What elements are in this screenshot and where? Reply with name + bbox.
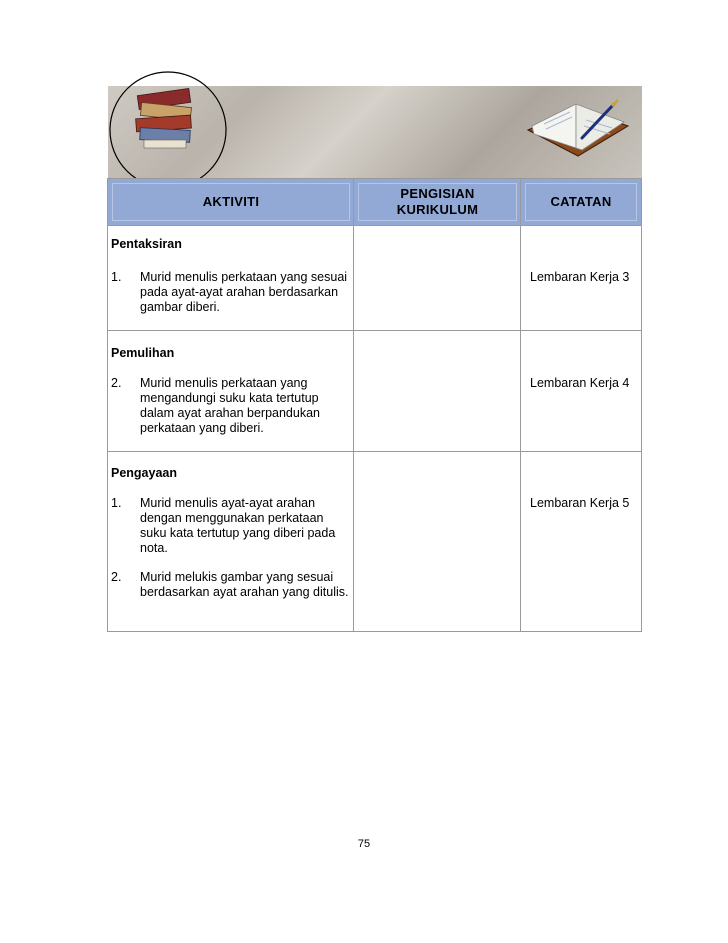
item-number: 2. <box>111 376 122 390</box>
note-text: Lembaran Kerja 4 <box>530 376 630 390</box>
table-header-row <box>108 179 641 225</box>
note-text: Lembaran Kerja 3 <box>530 270 630 284</box>
item-text: Murid melukis gambar yang sesuai berdasarkan ayat arahan yang ditulis. <box>140 570 349 599</box>
column-divider <box>520 179 521 631</box>
row-divider <box>108 451 641 452</box>
row-divider <box>108 225 641 226</box>
activity-table <box>107 178 642 632</box>
item-number: 1. <box>111 270 122 284</box>
header-aktiviti <box>108 179 354 225</box>
header-banner <box>108 86 642 178</box>
item-text: Murid menulis ayat-ayat arahan dengan menggunakan perkataan suku kata tertutup yang diberi pada nota. <box>140 496 336 555</box>
item-text: Murid menulis perkataan yang mengandungi suku kata tertutup dalam ayat arahan berpandukan perkataan yang diberi. <box>140 376 320 435</box>
header-catatan <box>521 179 641 225</box>
header-pengisian-line1: PENGISIAN <box>400 186 475 201</box>
item-number: 1. <box>111 496 122 510</box>
column-divider <box>353 179 354 631</box>
section-title: Pengayaan <box>111 466 178 480</box>
section-title: Pentaksiran <box>111 237 182 251</box>
row-divider <box>108 330 641 331</box>
section-title: Pemulihan <box>111 346 175 360</box>
note-text: Lembaran Kerja 5 <box>530 496 630 510</box>
item-text: Murid menulis perkataan yang sesuai pada ayat-ayat arahan berdasarkan gambar diberi. <box>140 270 348 314</box>
header-pengisian-kurikulum <box>354 179 521 225</box>
header-pengisian-line2: KURIKULUM <box>396 202 479 217</box>
header-aktiviti-text: AKTIVITI <box>202 194 260 209</box>
header-catatan-text: CATATAN <box>550 194 612 209</box>
page-number: 75 <box>357 838 371 850</box>
item-number: 2. <box>111 570 122 584</box>
